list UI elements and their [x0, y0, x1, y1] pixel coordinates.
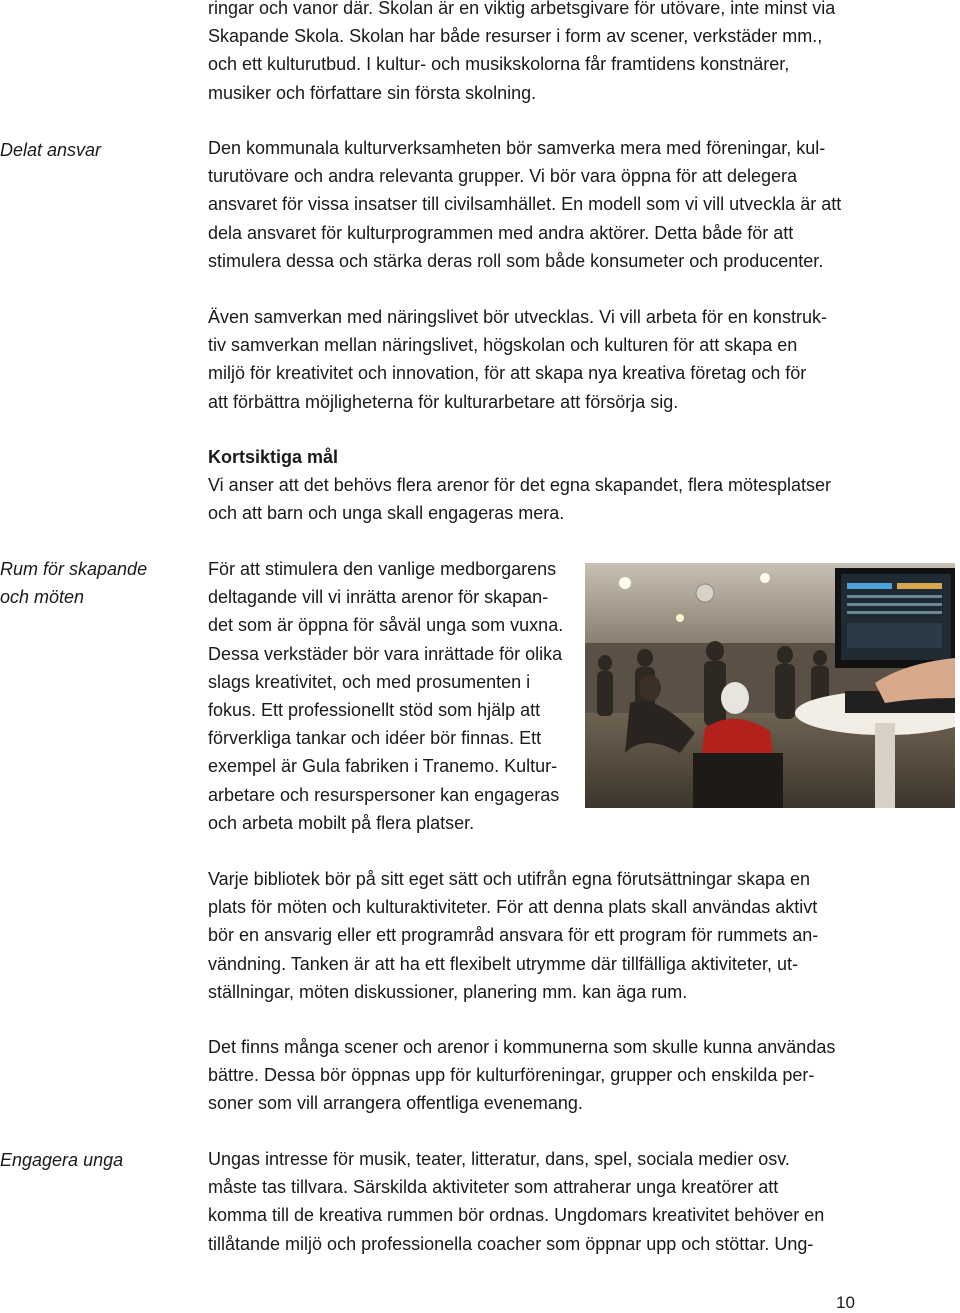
text-line: Även samverkan med näringslivet bör utvecklas. Vi vill arbeta för en konstruk-	[208, 307, 827, 327]
text-line: miljö för kreativitet och innovation, för att skapa nya kreativa företag och för	[208, 363, 807, 384]
goals-section	[208, 443, 831, 528]
text-line: vändning. Tanken är att ha ett flexibelt utrymme där tillfälliga aktiviteter, ut-	[208, 953, 798, 974]
text-line: stimulera dessa och stärka deras roll som både konsumeter och producenter.	[208, 250, 824, 271]
text-line: bättre. Dessa bör öppnas upp för kulturföreningar, grupper och enskilda per-	[208, 1065, 815, 1086]
side-heading-engagera-unga: Engagera unga	[0, 1150, 124, 1170]
text-line: dela ansvaret för kulturprogrammen med andra aktörer. Detta både för att	[208, 222, 794, 243]
text-line: och att barn och unga skall engageras mera.	[208, 503, 565, 524]
text-line: För att stimulera den vanlige medborgarens	[208, 559, 557, 579]
text-line: komma till de kreativa rummen bör ordnas. Ungdomars kreativitet behöver en	[208, 1205, 825, 1226]
text-line: soner som vill arrangera offentliga evenemang.	[208, 1093, 583, 1114]
text-line: bör en ansvarig eller ett programråd ansvara för ett program för rummets an-	[208, 925, 819, 946]
intro-paragraph	[208, 0, 835, 107]
goals-heading: Kortsiktiga mål	[208, 447, 339, 467]
text-line: och ett kulturutbud. I kultur- och musikskolorna får framtidens konstnärer,	[208, 54, 790, 75]
text-line: förverkliga tankar och idéer bör finnas. Ett	[208, 728, 542, 749]
text-line: Vi anser att det behövs flera arenor för det egna skapandet, flera mötesplatser	[208, 475, 832, 496]
text-line: musiker och författare sin första skolning.	[208, 82, 537, 103]
text-line: tillåtande miljö och professionella coacher som öppnar upp och stöttar. Ung-	[208, 1233, 814, 1254]
rum-paragraph-2	[208, 865, 818, 1006]
text-line: slags kreativitet, och med prosumenten i	[208, 671, 531, 692]
side-heading-delat-ansvar: Delat ansvar	[0, 140, 102, 160]
text-line: Ungas intresse för musik, teater, litteratur, dans, spel, sociala medier osv.	[208, 1149, 790, 1169]
text-line: Dessa verkstäder bör vara inrättade för olika	[208, 643, 563, 664]
rum-paragraph-1	[208, 555, 563, 837]
text-line: Skapande Skola. Skolan har både resurser i form av scener, verkstäder mm.,	[208, 26, 823, 47]
text-line: Det finns många scener och arenor i kommunerna som skulle kunna användas	[208, 1037, 836, 1057]
text-line: ringar och vanor där. Skolan är en viktig arbetsgivare för utövare, inte minst via	[208, 0, 836, 18]
side-heading-line: Rum för skapande	[0, 559, 148, 579]
side-heading-line: och möten	[0, 587, 85, 607]
text-line: det som är öppna för såväl unga som vuxna.	[208, 615, 564, 636]
delat-paragraph-1	[208, 134, 841, 275]
text-line: exempel är Gula fabriken i Tranemo. Kultur-	[208, 756, 558, 777]
text-line: och arbeta mobilt på flera platser.	[208, 812, 475, 833]
workshop-photo	[585, 563, 955, 808]
text-line: ställningar, möten diskussioner, planering mm. kan äga rum.	[208, 981, 688, 1002]
delat-paragraph-2	[208, 303, 827, 416]
text-line: att förbättra möjligheterna för kulturarbetare att försörja sig.	[208, 391, 679, 412]
text-line: arbetare och resurspersoner kan engageras	[208, 784, 560, 805]
text-line: måste tas tillvara. Särskilda aktiviteter som attraherar unga kreatörer att	[208, 1177, 779, 1198]
text-line: fokus. Ett professionellt stöd som hjälp att	[208, 700, 541, 721]
text-line: tiv samverkan mellan näringslivet, högskolan och kulturen för att skapa en	[208, 335, 798, 356]
text-line: ansvaret för vissa insatser till civilsamhället. En modell som vi vill utveckla är att	[208, 194, 842, 215]
text-line: Den kommunala kulturverksamheten bör samverka mera med föreningar, kul-	[208, 138, 826, 158]
workshop-photo-illustration	[585, 563, 955, 808]
text-line: turutövare och andra relevanta grupper. Vi bör vara öppna för att delegera	[208, 166, 798, 187]
text-line: deltagande vill vi inrätta arenor för skapan-	[208, 587, 549, 608]
text-line: Varje bibliotek bör på sitt eget sätt och utifrån egna förutsättningar skapa en	[208, 869, 811, 889]
rum-paragraph-3	[208, 1033, 835, 1118]
side-heading-rum	[0, 555, 147, 611]
page-number: 10	[836, 1293, 855, 1312]
unga-paragraph-1	[208, 1145, 824, 1258]
text-line: plats för möten och kulturaktiviteter. För att denna plats skall användas aktivt	[208, 897, 818, 918]
